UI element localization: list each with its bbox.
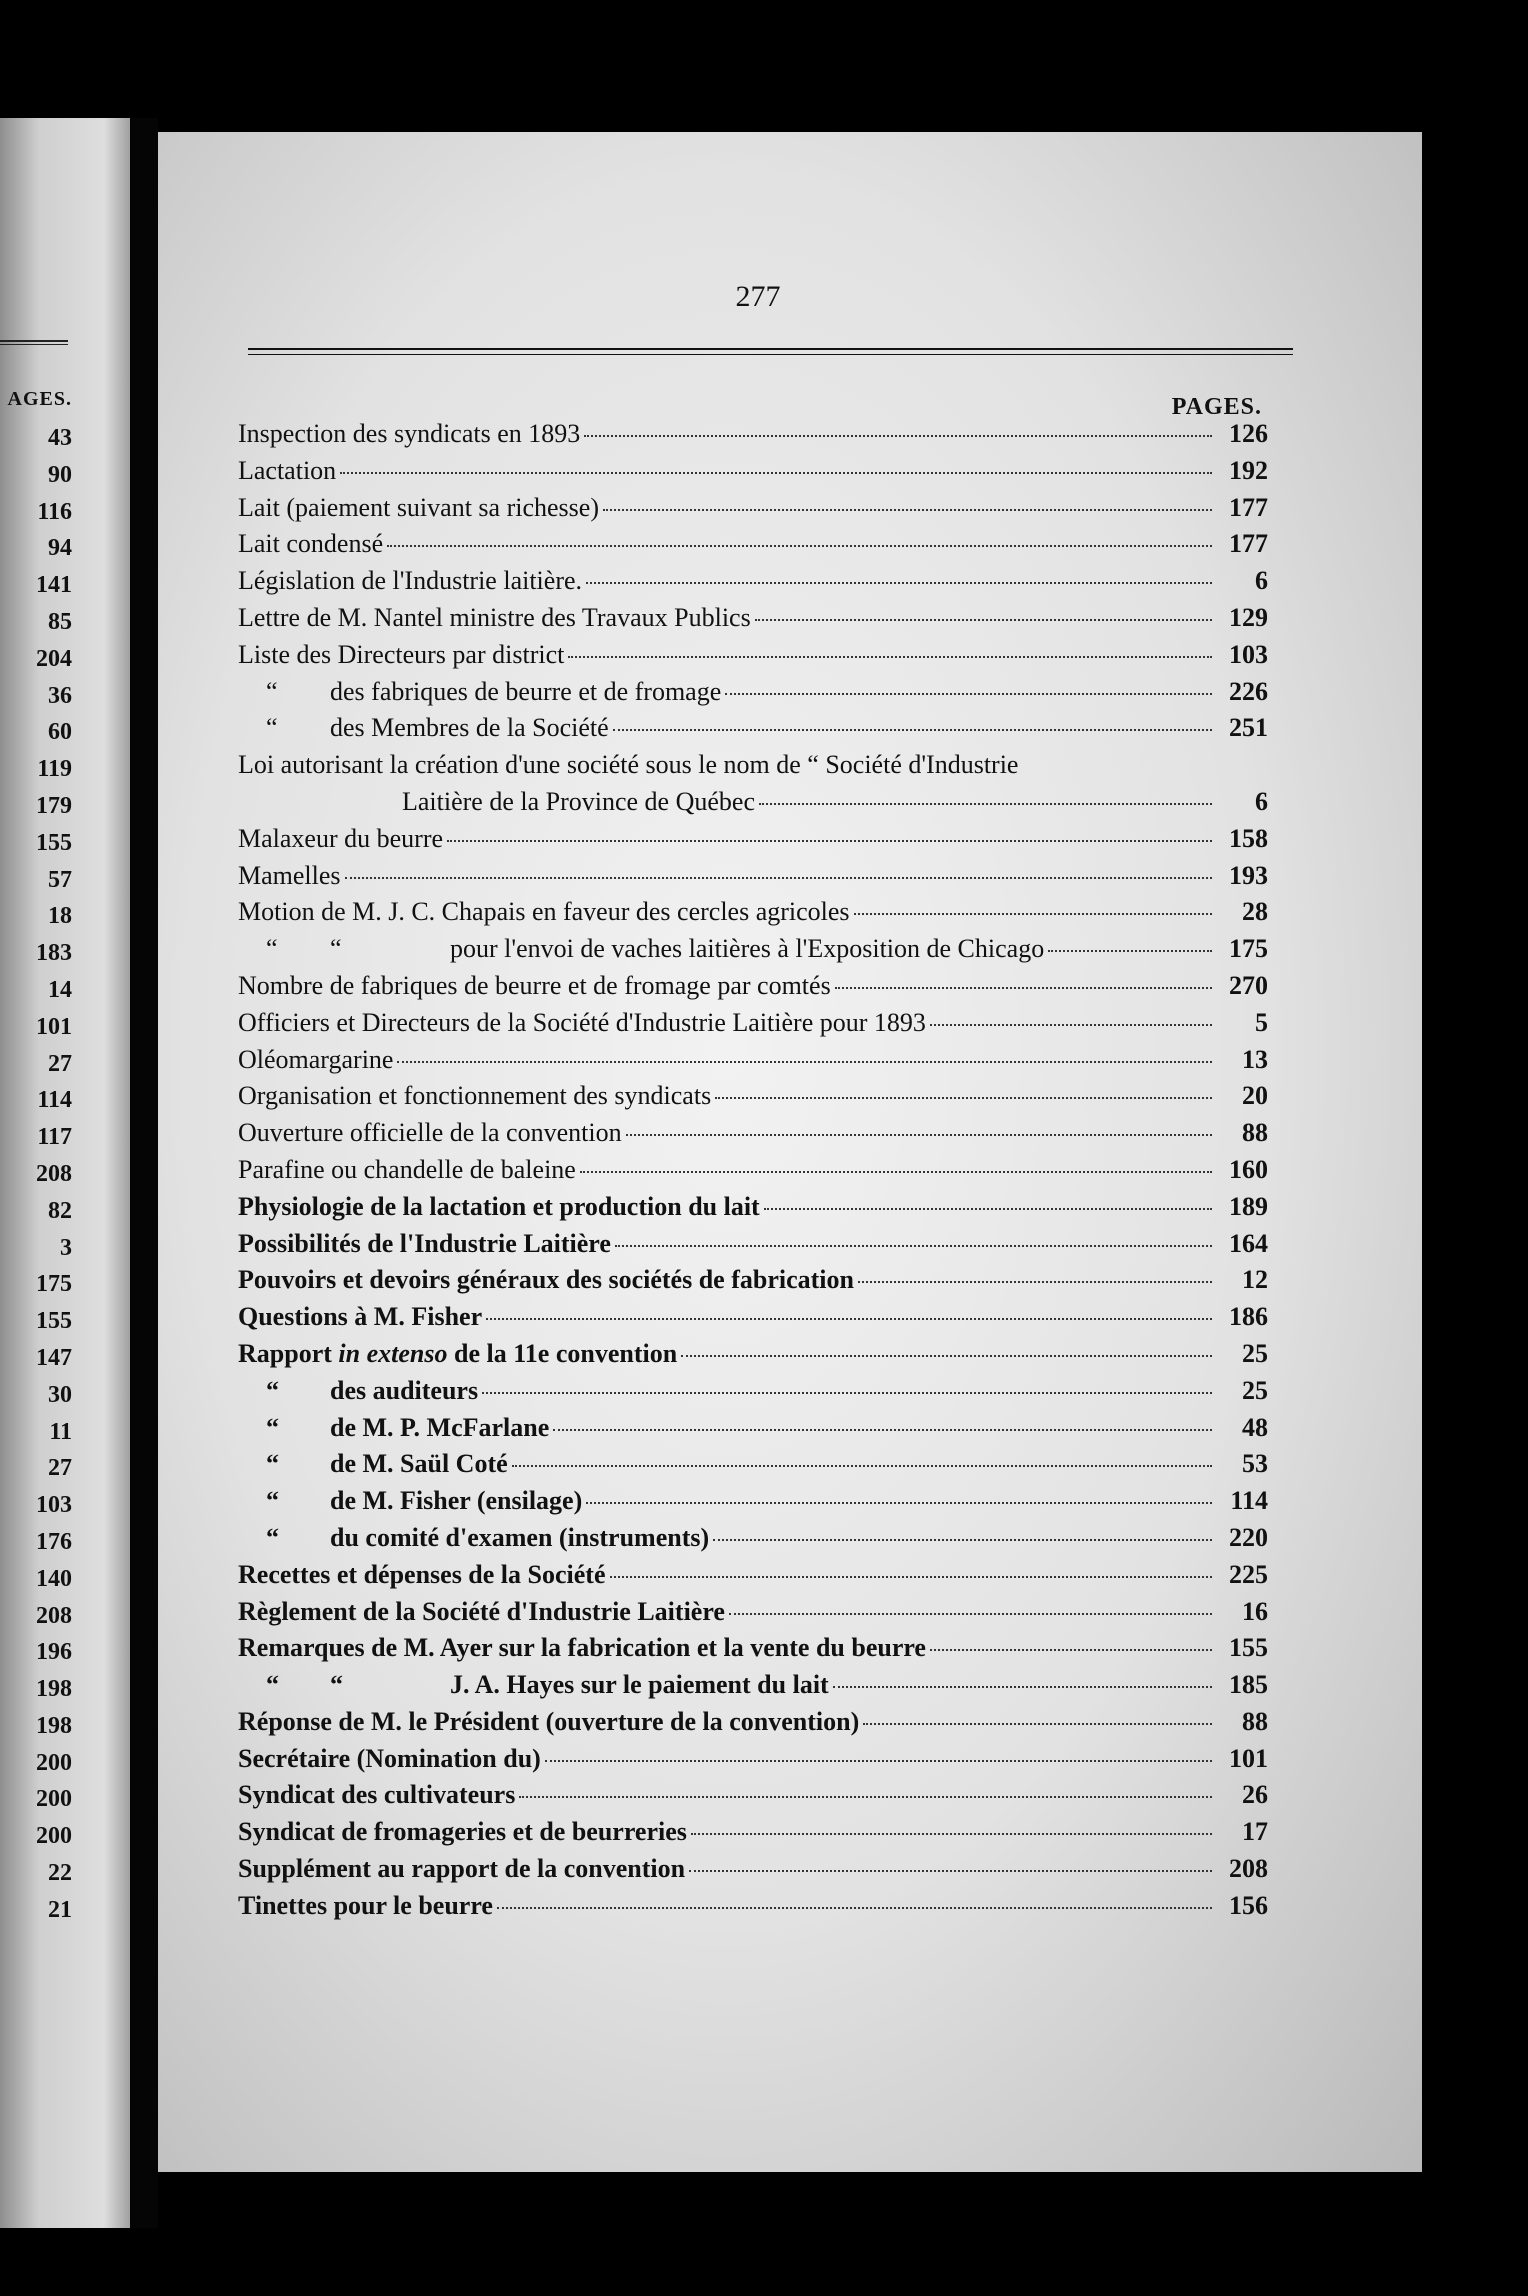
left-page-number: 198	[36, 1676, 72, 1703]
entry-page-number: 88	[1242, 1706, 1268, 1736]
index-entry	[238, 1262, 1268, 1299]
entry-text: Législation de l'Industrie laitière.	[238, 566, 583, 596]
leader-dots	[586, 1502, 1212, 1504]
entry-page-number: 208	[1229, 1854, 1268, 1884]
entry-page-number: 158	[1229, 823, 1268, 853]
entry-text: Officiers et Directeurs de la Société d'Industrie Laitière pour 1893	[238, 1007, 926, 1037]
entry-page-number: 186	[1229, 1302, 1268, 1332]
entry-text: Secrétaire (Nomination du)	[238, 1743, 541, 1773]
index-entry	[238, 894, 1268, 931]
ditto-mark: “	[266, 676, 278, 706]
ditto-mark: “	[330, 934, 342, 964]
index-entry	[238, 674, 1268, 711]
leader-dots	[497, 1907, 1212, 1909]
index-entries	[238, 416, 1268, 1925]
left-page-number: 140	[36, 1565, 72, 1592]
entry-text: de M. Fisher (ensilage)	[330, 1486, 583, 1516]
index-entry	[238, 1777, 1268, 1814]
left-pages-heading: AGES.	[7, 388, 72, 410]
index-page	[158, 132, 1422, 2172]
ditto-mark: “	[266, 934, 278, 964]
leader-dots	[835, 987, 1212, 989]
entry-text: Nombre de fabriques de beurre et de fromage par comtés	[238, 970, 831, 1000]
entry-text: Recettes et dépenses de la Société	[238, 1559, 606, 1589]
left-page-number: 198	[36, 1712, 72, 1739]
entry-page-number: 192	[1229, 455, 1268, 485]
left-page-number: 183	[36, 940, 72, 967]
left-page-number: 11	[49, 1418, 72, 1445]
left-page-number: 204	[36, 645, 72, 672]
entry-text: Organisation et fonctionnement des syndicats	[238, 1081, 712, 1111]
leader-dots	[863, 1723, 1212, 1725]
index-entry	[238, 1410, 1268, 1447]
page-number: 277	[735, 280, 781, 313]
index-entry	[238, 821, 1268, 858]
left-page-number: 141	[36, 572, 72, 599]
entry-text: des fabriques de beurre et de fromage	[330, 676, 722, 706]
leader-dots	[615, 1245, 1212, 1247]
leader-dots	[725, 693, 1212, 695]
index-entry	[238, 563, 1268, 600]
ditto-mark: “	[330, 1670, 343, 1700]
index-entry	[238, 1226, 1268, 1263]
leader-dots	[930, 1649, 1212, 1651]
entry-page-number: 193	[1229, 860, 1268, 890]
index-entry	[238, 1446, 1268, 1483]
left-page-fragment	[0, 118, 130, 2228]
leader-dots	[519, 1796, 1212, 1798]
left-page-number: 101	[36, 1013, 72, 1040]
left-page-number: 103	[36, 1492, 72, 1519]
entry-text: de la 11e convention	[447, 1338, 678, 1368]
entry-page-number: 226	[1229, 676, 1268, 706]
entry-text: de M. Saül Coté	[330, 1449, 508, 1479]
index-entry	[238, 1336, 1268, 1373]
index-entry	[238, 1704, 1268, 1741]
index-entry	[238, 1851, 1268, 1888]
leader-dots	[1048, 950, 1212, 952]
left-page-number: 147	[36, 1344, 72, 1371]
index-entry	[238, 1078, 1268, 1115]
left-page-number: 14	[48, 976, 72, 1003]
entry-page-number: 20	[1242, 1081, 1268, 1111]
left-page-number: 200	[36, 1823, 72, 1850]
entry-text: Syndicat des cultivateurs	[238, 1780, 516, 1810]
left-page-number: 179	[36, 792, 72, 819]
entry-page-number: 53	[1242, 1449, 1268, 1479]
entry-text: Inspection des syndicats en 1893	[238, 419, 581, 448]
entry-text: du comité d'examen (instruments)	[330, 1522, 710, 1552]
left-page-number: 200	[36, 1786, 72, 1813]
leader-dots	[764, 1208, 1212, 1210]
leader-dots	[689, 1870, 1212, 1872]
leader-dots	[715, 1097, 1212, 1099]
index-entry	[238, 858, 1268, 895]
left-page-number: 43	[48, 425, 72, 451]
left-page-number: 27	[48, 1050, 72, 1077]
leader-dots	[930, 1024, 1212, 1026]
pages-column-heading: PAGES.	[1171, 394, 1262, 420]
index-entry	[238, 931, 1268, 968]
entry-text: pour l'envoi de vaches laitières à l'Exposition de Chicago	[450, 934, 1045, 964]
index-entry	[238, 600, 1268, 637]
leader-dots	[486, 1318, 1212, 1320]
index-entry	[238, 1373, 1268, 1410]
leader-dots	[729, 1613, 1212, 1615]
entry-text: Physiologie de la lactation et production du lait	[238, 1191, 760, 1221]
ditto-mark: “	[266, 713, 278, 743]
index-entry	[238, 1814, 1268, 1851]
left-page-number: 208	[36, 1160, 72, 1187]
entry-text: Rapport	[238, 1338, 339, 1368]
left-page-number: 30	[48, 1381, 72, 1408]
entry-page-number: 251	[1229, 713, 1268, 743]
entry-text: Ouverture officielle de la convention	[238, 1118, 622, 1148]
index-entry	[238, 1557, 1268, 1594]
left-page-number: 155	[36, 829, 72, 856]
entry-text: Oléomargarine	[238, 1044, 394, 1074]
entry-page-number: 25	[1242, 1375, 1268, 1405]
entry-page-number: 28	[1242, 897, 1268, 927]
left-page-number: 119	[37, 756, 72, 783]
entry-page-number: 175	[1229, 934, 1268, 964]
leader-dots	[603, 509, 1212, 511]
entry-text: des auditeurs	[330, 1375, 479, 1405]
left-page-number: 22	[48, 1860, 72, 1887]
entry-text: Supplément au rapport de la convention	[238, 1854, 686, 1884]
index-entry	[238, 1741, 1268, 1778]
index-entry	[238, 1152, 1268, 1189]
ditto-mark: “	[266, 1522, 279, 1552]
entry-text: Loi autorisant la création d'une société sous le nom de “ Société d'Industrie	[238, 750, 1019, 780]
leader-dots	[387, 545, 1212, 547]
entry-page-number: 17	[1242, 1817, 1268, 1847]
left-page-number: 57	[48, 866, 72, 893]
leader-dots	[345, 877, 1212, 879]
entry-page-number: 126	[1229, 419, 1268, 448]
entry-text: Questions à M. Fisher	[238, 1302, 483, 1332]
index-entry	[238, 1667, 1268, 1704]
leader-dots	[512, 1465, 1212, 1467]
index-entry	[238, 1115, 1268, 1152]
entry-text: Malaxeur du beurre	[238, 823, 444, 853]
leader-dots	[681, 1355, 1212, 1357]
index-entry	[238, 1189, 1268, 1226]
header-rule	[248, 348, 1293, 355]
entry-page-number: 160	[1229, 1154, 1268, 1184]
entry-text: de M. P. McFarlane	[330, 1412, 550, 1442]
ditto-mark: “	[266, 1412, 279, 1442]
left-page-number: 155	[36, 1308, 72, 1335]
entry-page-number: 6	[1255, 786, 1268, 816]
leader-dots	[447, 840, 1212, 842]
leader-dots	[545, 1760, 1212, 1762]
entry-page-number: 155	[1229, 1633, 1268, 1663]
entry-text: Remarques de M. Ayer sur la fabrication et la vente du beurre	[238, 1633, 926, 1663]
left-page-number: 21	[48, 1896, 72, 1923]
entry-text: Lactation	[238, 455, 337, 485]
index-entry	[238, 784, 1268, 821]
leader-dots	[854, 913, 1212, 915]
index-entry	[238, 1594, 1268, 1631]
index-entry	[238, 490, 1268, 527]
leader-dots	[610, 1576, 1213, 1578]
book-gutter	[130, 118, 158, 2228]
entry-page-number: 25	[1242, 1338, 1268, 1368]
entry-page-number: 6	[1255, 566, 1268, 596]
left-page-number: 90	[48, 461, 72, 488]
left-page-number: 116	[37, 498, 72, 525]
entry-page-number: 177	[1229, 492, 1268, 522]
entry-page-number: 16	[1242, 1596, 1268, 1626]
index-entry	[238, 1630, 1268, 1667]
entry-text: Lait (paiement suivant sa richesse)	[238, 492, 599, 522]
index-entry	[238, 1005, 1268, 1042]
left-page-number: 18	[48, 903, 72, 930]
leader-dots	[568, 656, 1212, 658]
entry-text-italic: in extenso	[338, 1338, 448, 1368]
index-entry	[238, 1042, 1268, 1079]
entry-text: Laitière de la Province de Québec	[402, 786, 755, 816]
entry-page-number: 48	[1242, 1412, 1268, 1442]
ditto-mark: “	[266, 1670, 279, 1700]
entry-page-number: 129	[1229, 602, 1268, 632]
entry-page-number: 114	[1230, 1486, 1268, 1516]
entry-page-number: 101	[1229, 1743, 1268, 1773]
leader-dots	[340, 472, 1212, 474]
leader-dots	[553, 1429, 1212, 1431]
left-page-number: 175	[36, 1271, 72, 1298]
left-page-number: 208	[36, 1602, 72, 1629]
index-entry	[238, 416, 1268, 453]
left-page-number: 27	[48, 1455, 72, 1482]
leader-dots	[755, 619, 1212, 621]
index-entry	[238, 453, 1268, 490]
entry-page-number: 225	[1229, 1559, 1268, 1589]
left-page-number: 114	[37, 1087, 72, 1114]
left-page-rule	[0, 340, 68, 345]
entry-text: Parafine ou chandelle de baleine	[238, 1154, 576, 1184]
left-page-number: 82	[48, 1197, 72, 1224]
entry-text: Tinettes pour le beurre	[238, 1890, 493, 1920]
entry-text: Lait condensé	[238, 529, 384, 559]
left-page-number: 60	[48, 719, 72, 746]
leader-dots	[713, 1539, 1212, 1541]
entry-text: Mamelles	[238, 860, 341, 890]
index-entry	[238, 747, 1268, 784]
index-entry	[238, 1520, 1268, 1557]
leader-dots	[613, 729, 1212, 731]
left-page-number: 3	[60, 1234, 72, 1261]
entry-page-number: 164	[1229, 1228, 1268, 1258]
left-page-number: 196	[36, 1639, 72, 1666]
entry-page-number: 26	[1242, 1780, 1268, 1810]
index-entry	[238, 710, 1268, 747]
left-page-number: 94	[48, 535, 72, 562]
leader-dots	[626, 1134, 1212, 1136]
ditto-mark: “	[266, 1486, 279, 1516]
index-entry	[238, 1888, 1268, 1925]
leader-dots	[759, 803, 1212, 805]
index-entry	[238, 1483, 1268, 1520]
entry-text: Pouvoirs et devoirs généraux des sociétés de fabrication	[238, 1265, 854, 1295]
entry-page-number: 12	[1242, 1265, 1268, 1295]
index-entry	[238, 637, 1268, 674]
entry-text: Règlement de la Société d'Industrie Laitière	[238, 1596, 725, 1626]
leader-dots	[586, 582, 1212, 584]
entry-page-number: 185	[1229, 1670, 1268, 1700]
entry-page-number: 5	[1255, 1007, 1268, 1037]
entry-text: Réponse de M. le Président (ouverture de la convention)	[238, 1706, 860, 1736]
entry-text: des Membres de la Société	[330, 713, 609, 743]
ditto-mark: “	[266, 1449, 279, 1479]
entry-page-number: 103	[1229, 639, 1268, 669]
left-page-number: 117	[37, 1124, 72, 1151]
index-entry	[238, 968, 1268, 1005]
leader-dots	[833, 1686, 1212, 1688]
entry-text: Syndicat de fromageries et de beurreries	[238, 1817, 687, 1847]
entry-text: Liste des Directeurs par district	[238, 639, 565, 669]
left-page-number-list	[0, 420, 72, 1929]
leader-dots	[691, 1833, 1212, 1835]
index-entry	[238, 1299, 1268, 1336]
entry-page-number: 220	[1229, 1522, 1268, 1552]
entry-text: Possibilités de l'Industrie Laitière	[238, 1228, 611, 1258]
left-page-number: 85	[48, 608, 72, 635]
ditto-mark: “	[266, 1375, 279, 1405]
entry-page-number: 88	[1242, 1118, 1268, 1148]
leader-dots	[584, 435, 1212, 437]
entry-text: Lettre de M. Nantel ministre des Travaux Publics	[238, 602, 751, 632]
leader-dots	[858, 1281, 1212, 1283]
leader-dots	[397, 1061, 1212, 1063]
entry-text: Motion de M. J. C. Chapais en faveur des cercles agricoles	[238, 897, 850, 927]
leader-dots	[482, 1392, 1212, 1394]
entry-page-number: 13	[1242, 1044, 1268, 1074]
index-entry	[238, 526, 1268, 563]
left-page-number: 36	[48, 682, 72, 709]
leader-dots	[580, 1171, 1212, 1173]
left-page-number: 176	[36, 1528, 72, 1555]
entry-page-number: 156	[1229, 1890, 1268, 1920]
entry-page-number: 270	[1229, 970, 1268, 1000]
entry-page-number: 177	[1229, 529, 1268, 559]
entry-page-number: 189	[1229, 1191, 1268, 1221]
entry-text: J. A. Hayes sur le paiement du lait	[450, 1670, 829, 1700]
left-page-number: 200	[36, 1749, 72, 1776]
